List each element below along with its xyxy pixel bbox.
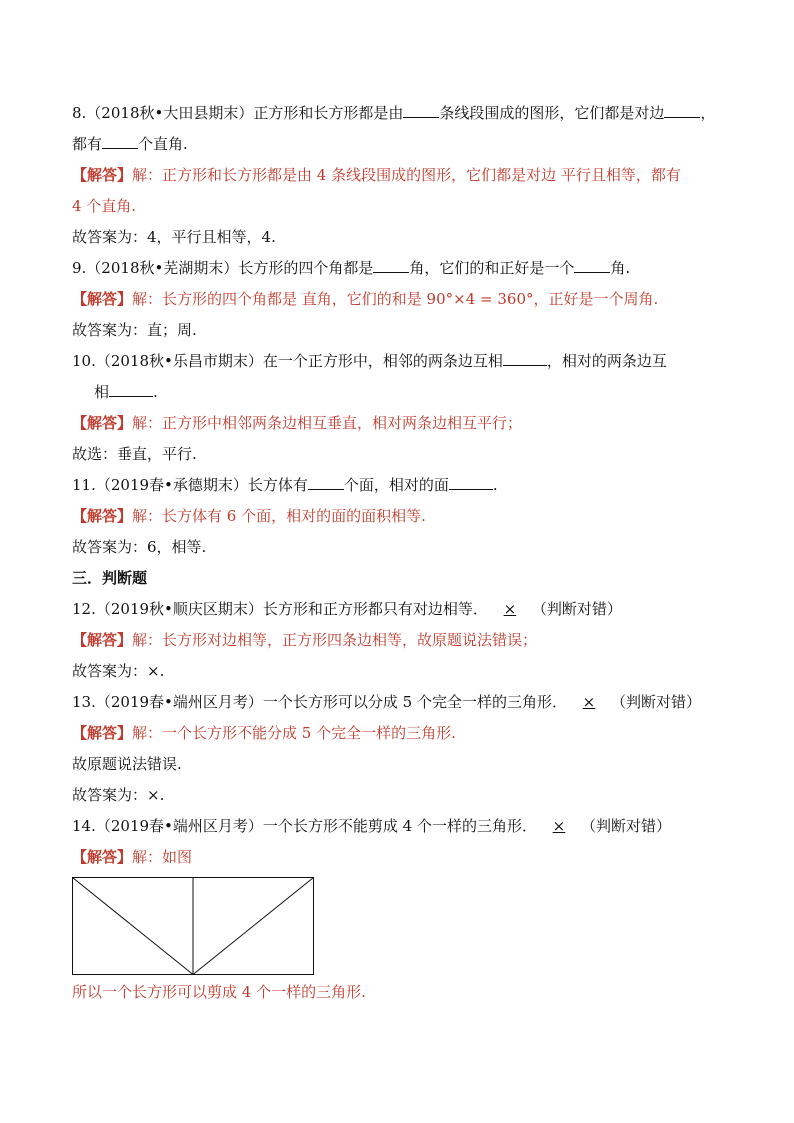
q8-blank-2 [664, 101, 700, 118]
q9-blank-1 [373, 256, 409, 273]
q8-solution-tag: 【解答】 [72, 166, 133, 184]
q14-conclusion-text: 所以一个长方形可以剪成 4 个一样的三角形. [72, 983, 366, 1001]
q10-final-answer [72, 439, 732, 470]
q8-stem-text-3: ， [700, 104, 716, 122]
q14-conclusion [72, 977, 732, 1008]
q14-stem-line1 [72, 811, 732, 842]
q8-stem-text-5: 个直角. [138, 135, 188, 153]
q10-solution-line1 [72, 408, 732, 439]
q8-stem-line1 [72, 98, 732, 129]
q9-solution-line1 [72, 284, 732, 315]
q10-solution-text: 解：正方形中相邻两条边相互垂直，相对两条边相互平行； [132, 414, 523, 432]
q8-final-answer [72, 222, 732, 253]
q13-solution-text-2: 故原题说法错误. [72, 755, 182, 773]
q13-final-text: 故答案为：×. [72, 786, 165, 804]
rectangle-diagram [72, 877, 316, 975]
q8-stem-text-4: 都有 [72, 135, 103, 153]
q10-blank-2 [109, 380, 153, 397]
q14-solution-text: 解：如图 [132, 848, 193, 866]
q12-stem-line1 [72, 594, 732, 625]
q9-stem-text-3: 角. [610, 259, 631, 277]
q14-stem-text-2: （判断对错） [580, 817, 671, 835]
q11-stem-line1 [72, 470, 732, 501]
section-title: 三．判断题 [72, 569, 148, 587]
q11-solution-text: 解：长方体有 6 个面，相对的面的面积相等. [132, 507, 426, 525]
q11-solution-line1 [72, 501, 732, 532]
q13-stem-text: 13.（2019春•端州区月考）一个长方形可以分成 5 个完全一样的三角形． [72, 693, 567, 711]
q8-solution-text-2: 4 个直角. [72, 197, 137, 215]
q10-stem-text-3: 相 [94, 383, 110, 401]
q9-stem-text: 9.（2018秋•芜湖期末）长方形的四个角都是 [72, 259, 374, 277]
q8-stem-text: 8.（2018秋•大田县期末）正方形和长方形都是由 [72, 104, 404, 122]
q12-final-answer [72, 656, 732, 687]
right-diagonal-line [193, 878, 314, 975]
q11-final-answer [72, 532, 732, 563]
q9-stem-line1 [72, 253, 732, 284]
q9-solution-tag: 【解答】 [72, 290, 133, 308]
q9-final-answer [72, 315, 732, 346]
q13-solution-tag: 【解答】 [72, 724, 133, 742]
q8-solution-line2 [72, 191, 732, 222]
q8-final-text: 故答案为：4，平行且相等，4. [72, 228, 276, 246]
q12-solution-text: 解：长方形对边相等，正方形四条边相等，故原题说法错误； [132, 631, 538, 649]
q13-final-answer [72, 780, 732, 811]
q10-stem-line1 [72, 346, 732, 377]
q13-solution-line2 [72, 749, 732, 780]
q12-stem-text: 12.（2019秋•顺庆区期末）长方形和正方形都只有对边相等． [72, 600, 488, 618]
q11-stem-text: 11.（2019春•承德期末）长方体有 [72, 476, 308, 494]
q13-stem-line1 [72, 687, 732, 718]
q11-final-text: 故答案为：6，相等. [72, 538, 207, 556]
q13-stem-text-2: （判断对错） [610, 693, 701, 711]
q13-solution-text: 解：一个长方形不能分成 5 个完全一样的三角形. [132, 724, 456, 742]
q8-stem-text-2: 条线段围成的图形，它们都是对边 [439, 104, 665, 122]
q10-stem-text-4: . [153, 383, 158, 401]
rectangle-triangles-figure [72, 877, 732, 975]
q11-blank-2 [449, 473, 493, 490]
q13-solution-line1 [72, 718, 732, 749]
q14-answer-mark: × [552, 817, 566, 835]
q9-blank-2 [574, 256, 610, 273]
q12-final-text: 故答案为：×. [72, 662, 165, 680]
document-content [72, 98, 732, 1008]
q13-answer-mark: × [582, 693, 596, 711]
q11-stem-text-3: . [492, 476, 498, 494]
q9-stem-text-2: 角，它们的和正好是一个 [409, 259, 575, 277]
q10-stem-text: 10.（2018秋•乐昌市期末）在一个正方形中，相邻的两条边互相 [72, 352, 503, 370]
q9-solution-text: 解：长方形的四个角都是 直角，它们的和是 90°×4 = 360°，正好是一个周角. [132, 290, 659, 308]
q14-solution-tag: 【解答】 [72, 848, 133, 866]
q8-blank-1 [403, 101, 439, 118]
q10-blank-1 [503, 349, 547, 366]
q8-blank-3 [102, 132, 138, 149]
q12-stem-text-2: （判断对错） [531, 600, 622, 618]
q12-answer-mark: × [503, 600, 517, 618]
q12-solution-line1 [72, 625, 732, 656]
q8-solution-line1 [72, 160, 732, 191]
section-heading-judgement [72, 563, 732, 594]
q10-final-text: 故选：垂直，平行. [72, 445, 197, 463]
q11-solution-tag: 【解答】 [72, 507, 133, 525]
q8-stem-line2 [72, 129, 732, 160]
q11-stem-text-2: 个面，相对的面 [343, 476, 449, 494]
q10-solution-tag: 【解答】 [72, 414, 133, 432]
q10-stem-text-2: ，相对的两条边互 [546, 352, 667, 370]
left-diagonal-line [73, 878, 194, 975]
q14-stem-text: 14.（2019春•端州区月考）一个长方形不能剪成 4 个一样的三角形． [72, 817, 537, 835]
q9-final-text: 故答案为：直；周. [72, 321, 197, 339]
q10-stem-line2 [72, 377, 732, 408]
q11-blank-1 [308, 473, 344, 490]
q14-solution-line1 [72, 842, 732, 873]
q8-solution-text: 解：正方形和长方形都是由 4 条线段围成的图形，它们都是对边 平行且相等，都有 [132, 166, 681, 184]
q12-solution-tag: 【解答】 [72, 631, 133, 649]
